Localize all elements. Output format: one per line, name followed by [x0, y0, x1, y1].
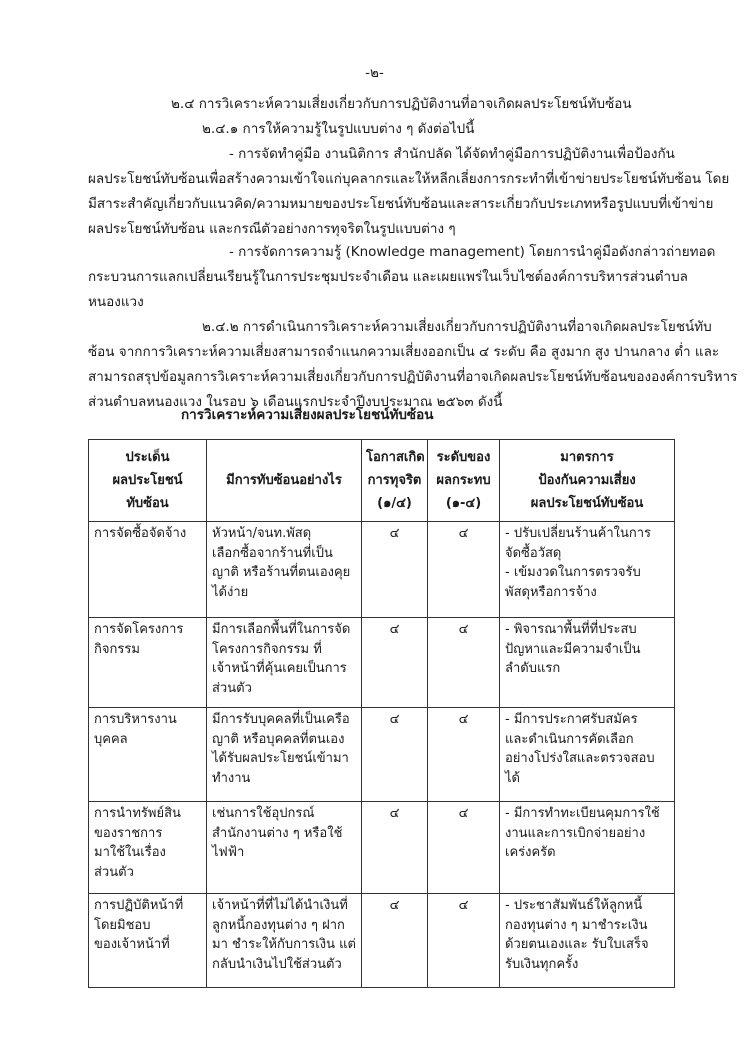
cell-likelihood: ๔ — [362, 522, 428, 618]
cell-how: หัวหน้า/จนท.พัสดุ เลือกซื้อจากร้านที่เป็น ญาติ หรือร้านที่ตนเองคุย ได้ง่าย — [207, 522, 362, 618]
table-title: การวิเคราะห์ความเสี่ยงผลประโยชน์ทับซ้อน — [181, 407, 434, 423]
cell-impact: ๔ — [428, 522, 500, 618]
table-row — [89, 618, 675, 708]
paragraph-line: ซ้อน จากการวิเคราะห์ความเสี่ยงสามารถจำแนกความเสี่ยงออกเป็น ๔ ระดับ คือ สูงมาก สูง ปานกลาง ต่ำ และ — [88, 344, 720, 360]
header-how: มีการทับซ้อนอย่างไร — [207, 440, 362, 522]
table-header-row — [89, 440, 675, 522]
cell-impact: ๔ — [428, 894, 500, 988]
cell-impact: ๔ — [428, 802, 500, 894]
table-row — [89, 894, 675, 988]
cell-how: เช่นการใช้อุปกรณ์ สำนักงานต่าง ๆ หรือใช้ ไฟฟ้า — [207, 802, 362, 894]
cell-issue: การบริหารงาน บุคคล — [89, 708, 207, 802]
cell-measures: - มีการทำทะเบียนคุมการใช้ งานและการเบิกจ่ายอย่าง เคร่งครัด — [500, 802, 675, 894]
paragraph-line: กระบวนการแลกเปลี่ยนเรียนรู้ในการประชุมประจำเดือน และเผยแพร่ในเว็บไซต์องค์การบริหารส่วนตำบล — [88, 269, 688, 285]
cell-measures: - พิจารณาพื้นที่ที่ประสบ ปัญหาและมีความจำเป็น ลำดับแรก — [500, 618, 675, 708]
section-heading: ๒.๔ การวิเคราะห์ความเสี่ยงเกี่ยวกับการปฏิบัติงานที่อาจเกิดผลประโยชน์ทับซ้อน — [171, 96, 632, 112]
paragraph-line: ๒.๔.๒ การดำเนินการวิเคราะห์ความเสี่ยงเกี่ยวกับการปฏิบัติงานที่อาจเกิดผลประโยชน์ทับ — [202, 319, 712, 335]
cell-how: มีการเลือกพื้นที่ในการจัด โครงการกิจกรรม ที่ เจ้าหน้าที่คุ้นเคยเป็นการ ส่วนตัว — [207, 618, 362, 708]
cell-issue: การจัดโครงการ กิจกรรม — [89, 618, 207, 708]
cell-measures: - ปรับเปลี่ยนร้านค้าในการ จัดซื้อวัสดุ - เข้มงวดในการตรวจรับ พัสดุหรือการจ้าง — [500, 522, 675, 618]
header-impact: ระดับของ ผลกระทบ (๑-๔) — [428, 440, 500, 522]
cell-issue: การนำทรัพย์สิน ของราชการ มาใช้ในเรื่อง ส่วนตัว — [89, 802, 207, 894]
table-row — [89, 708, 675, 802]
risk-analysis-table — [88, 439, 675, 988]
cell-measures: - มีการประกาศรับสมัคร และดำเนินการคัดเลือก อย่างโปร่งใสและตรวจสอบ ได้ — [500, 708, 675, 802]
cell-impact: ๔ — [428, 708, 500, 802]
cell-likelihood: ๔ — [362, 618, 428, 708]
cell-how: มีการรับบุคคลที่เป็นเครือ ญาติ หรือบุคคลที่ตนเอง ได้รับผลประโยชน์เข้ามา ทำงาน — [207, 708, 362, 802]
page-number: -๒- — [365, 65, 384, 81]
paragraph-line: ส่วนตำบลหนองแวง ในรอบ ๖ เดือนแรกประจำปีงบประมาณ ๒๕๖๓ ดังนี้ — [88, 394, 503, 410]
paragraph-line: - การจัดการความรู้ (Knowledge management) โดยการนำคู่มือดังกล่าวถ่ายทอด — [229, 244, 716, 260]
subsection-heading: ๒.๔.๑ การให้ความรู้ในรูปแบบต่าง ๆ ดังต่อไปนี้ — [202, 121, 475, 137]
header-likelihood: โอกาสเกิด การทุจริต (๑/๔) — [362, 440, 428, 522]
cell-how: เจ้าหน้าที่ที่ไม่ได้นำเงินที่ ลูกหนี้กองทุนต่าง ๆ ฝาก มา ชำระให้กับการเงิน แต่ กลับนำเงินไปใช้ส่วนตัว — [207, 894, 362, 988]
paragraph-line: - การจัดทำคู่มือ งานนิติการ สำนักปลัด ได้จัดทำคู่มือการปฏิบัติงานเพื่อป้องกัน — [229, 146, 675, 162]
cell-likelihood: ๔ — [362, 802, 428, 894]
table-row — [89, 522, 675, 618]
cell-impact: ๔ — [428, 618, 500, 708]
cell-likelihood: ๔ — [362, 894, 428, 988]
cell-likelihood: ๔ — [362, 708, 428, 802]
paragraph-line: มีสาระสำคัญเกี่ยวกับแนวคิด/ความหมายของประโยชน์ทับซ้อนและสาระเกี่ยวกับประเภทหรือรูปแบบที่เข้าข่าย — [88, 196, 714, 212]
cell-measures: - ประชาสัมพันธ์ให้ลูกหนี้ กองทุนต่าง ๆ มาชำระเงิน ด้วยตนเองและ รับใบเสร็จ รับเงินทุกครั้ง — [500, 894, 675, 988]
header-measures: มาตรการ ป้องกันความเสี่ยง ผลประโยชน์ทับซ้อน — [500, 440, 675, 522]
paragraph-line: หนองแวง — [88, 294, 144, 310]
paragraph-line: ผลประโยชน์ทับซ้อน และกรณีตัวอย่างการทุจริตในรูปแบบต่าง ๆ — [88, 221, 456, 237]
table-row — [89, 802, 675, 894]
paragraph-line: ผลประโยชน์ทับซ้อนเพื่อสร้างความเข้าใจแก่บุคลากรและให้หลีกเลี่ยงการกระทำที่เข้าข่ายประโยชน์ทับซ้อน โดย — [88, 171, 730, 187]
cell-issue: การจัดซื้อจัดจ้าง — [89, 522, 207, 618]
cell-issue: การปฏิบัติหน้าที่ โดยมิชอบ ของเจ้าหน้าที่ — [89, 894, 207, 988]
paragraph-line: สามารถสรุปข้อมูลการวิเคราะห์ความเสี่ยงเกี่ยวกับการปฏิบัติงานที่อาจเกิดผลประโยชน์ทับซ้อนขององค์การบริหาร — [88, 369, 738, 385]
header-issue: ประเด็น ผลประโยชน์ ทับซ้อน — [89, 440, 207, 522]
